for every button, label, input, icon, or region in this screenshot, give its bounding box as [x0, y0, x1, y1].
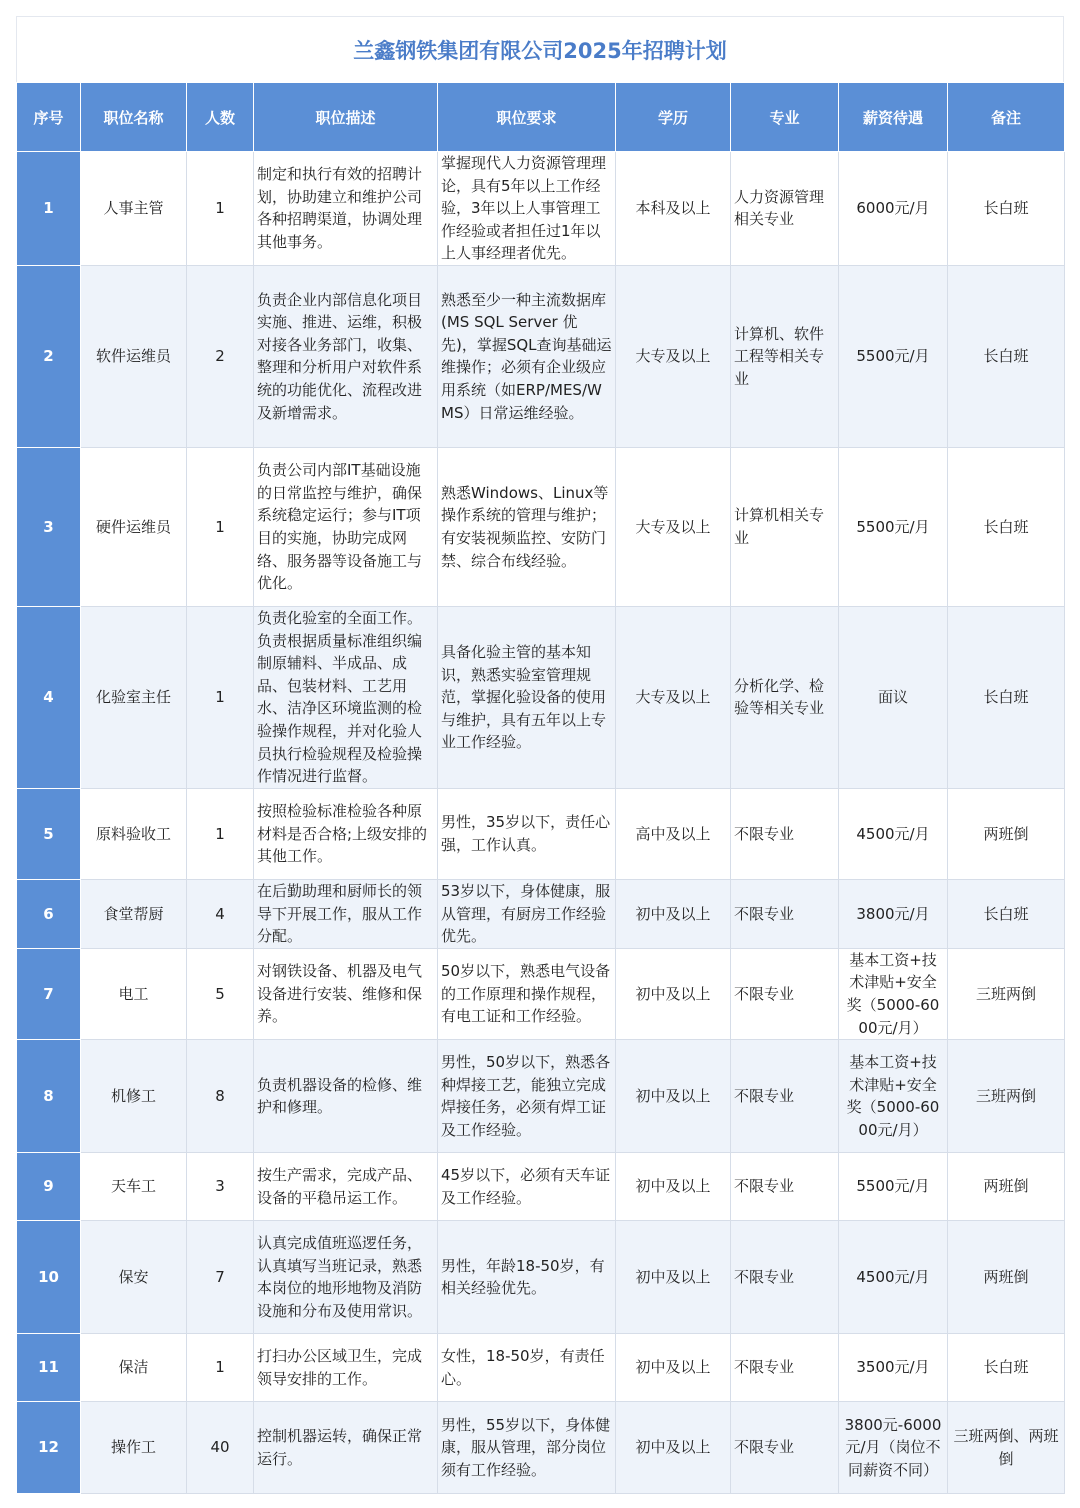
row-count: 7 — [187, 1221, 254, 1334]
row-count: 1 — [187, 606, 254, 788]
title-bar — [16, 16, 1064, 82]
row-requirements: 熟悉至少一种主流数据库(MS SQL Server 优先)，掌握SQL查询基础运维操作；必须有企业级应用系统（如ERP/MES/WMS）日常运维经验。 — [438, 265, 616, 447]
table-row — [17, 606, 1065, 788]
row-count: 4 — [187, 879, 254, 948]
row-count: 40 — [187, 1402, 254, 1494]
row-major: 不限专业 — [731, 1221, 839, 1334]
row-position: 硬件运维员 — [81, 447, 187, 606]
row-requirements: 具备化验主管的基本知识，熟悉实验室管理规范，掌握化验设备的使用与维护，具有五年以上专业工作经验。 — [438, 606, 616, 788]
row-major: 不限专业 — [731, 1040, 839, 1153]
table-row — [17, 1334, 1065, 1402]
row-count: 1 — [187, 447, 254, 606]
header-notes: 备注 — [948, 83, 1065, 152]
row-no: 11 — [17, 1334, 81, 1402]
row-salary: 基本工资+技术津贴+安全奖（5000-6000元/月） — [839, 948, 948, 1039]
table-row — [17, 879, 1065, 948]
row-position: 机修工 — [81, 1040, 187, 1153]
row-education: 初中及以上 — [616, 1221, 731, 1334]
row-education: 初中及以上 — [616, 879, 731, 948]
row-salary: 3500元/月 — [839, 1334, 948, 1402]
row-description: 按生产需求，完成产品、设备的平稳吊运工作。 — [254, 1153, 438, 1221]
row-salary: 5500元/月 — [839, 447, 948, 606]
row-description: 对钢铁设备、机器及电气设备进行安装、维修和保养。 — [254, 948, 438, 1039]
row-education: 初中及以上 — [616, 1334, 731, 1402]
row-no: 10 — [17, 1221, 81, 1334]
row-salary: 3800元/月 — [839, 879, 948, 948]
row-notes: 长白班 — [948, 447, 1065, 606]
row-position: 原料验收工 — [81, 788, 187, 879]
row-salary: 5500元/月 — [839, 1153, 948, 1221]
row-salary: 4500元/月 — [839, 1221, 948, 1334]
row-major: 不限专业 — [731, 1153, 839, 1221]
row-notes: 长白班 — [948, 879, 1065, 948]
row-education: 高中及以上 — [616, 788, 731, 879]
row-description: 打扫办公区域卫生，完成领导安排的工作。 — [254, 1334, 438, 1402]
row-education: 大专及以上 — [616, 265, 731, 447]
row-description: 负责企业内部信息化项目实施、推进、运维，积极对接各业务部门，收集、整理和分析用户对软件系统的功能优化、流程改进及新增需求。 — [254, 265, 438, 447]
table-row — [17, 1221, 1065, 1334]
row-notes: 长白班 — [948, 1334, 1065, 1402]
row-no: 3 — [17, 447, 81, 606]
table-row — [17, 447, 1065, 606]
row-position: 食堂帮厨 — [81, 879, 187, 948]
header-education: 学历 — [616, 83, 731, 152]
table-row — [17, 1040, 1065, 1153]
row-requirements: 掌握现代人力资源管理理论，具有5年以上工作经验，3年以上人事管理工作经验或者担任过1年以上人事经理者优先。 — [438, 152, 616, 266]
row-no: 6 — [17, 879, 81, 948]
row-education: 初中及以上 — [616, 1402, 731, 1494]
row-position: 操作工 — [81, 1402, 187, 1494]
row-description: 控制机器运转，确保正常运行。 — [254, 1402, 438, 1494]
row-requirements: 50岁以下，熟悉电气设备的工作原理和操作规程，有电工证和工作经验。 — [438, 948, 616, 1039]
row-education: 初中及以上 — [616, 1153, 731, 1221]
row-position: 人事主管 — [81, 152, 187, 266]
row-position: 保安 — [81, 1221, 187, 1334]
row-description: 制定和执行有效的招聘计划，协助建立和维护公司各种招聘渠道，协调处理其他事务。 — [254, 152, 438, 266]
row-education: 本科及以上 — [616, 152, 731, 266]
recruitment-table — [16, 82, 1065, 1494]
row-requirements: 熟悉Windows、Linux等操作系统的管理与维护；有安装视频监控、安防门禁、综合布线经验。 — [438, 447, 616, 606]
row-notes: 长白班 — [948, 152, 1065, 266]
row-major: 计算机、软件工程等相关专业 — [731, 265, 839, 447]
row-requirements: 女性，18-50岁，有责任心。 — [438, 1334, 616, 1402]
row-position: 软件运维员 — [81, 265, 187, 447]
row-major: 计算机相关专业 — [731, 447, 839, 606]
row-notes: 长白班 — [948, 606, 1065, 788]
row-major: 不限专业 — [731, 788, 839, 879]
row-description: 负责公司内部IT基础设施的日常监控与维护，确保系统稳定运行；参与IT项目的实施，协助完成网络、服务器等设备施工与优化。 — [254, 447, 438, 606]
row-no: 1 — [17, 152, 81, 266]
row-salary: 6000元/月 — [839, 152, 948, 266]
header-position: 职位名称 — [81, 83, 187, 152]
table-row — [17, 948, 1065, 1039]
row-count: 2 — [187, 265, 254, 447]
table-row — [17, 152, 1065, 266]
row-position: 化验室主任 — [81, 606, 187, 788]
row-requirements: 男性，55岁以下，身体健康，服从管理，部分岗位须有工作经验。 — [438, 1402, 616, 1494]
row-no: 12 — [17, 1402, 81, 1494]
row-count: 3 — [187, 1153, 254, 1221]
row-description: 负责机器设备的检修、维护和修理。 — [254, 1040, 438, 1153]
row-salary: 4500元/月 — [839, 788, 948, 879]
row-major: 不限专业 — [731, 1402, 839, 1494]
row-notes: 三班两倒、两班倒 — [948, 1402, 1065, 1494]
row-major: 不限专业 — [731, 1334, 839, 1402]
header-count: 人数 — [187, 83, 254, 152]
row-major: 不限专业 — [731, 879, 839, 948]
header-salary: 薪资待遇 — [839, 83, 948, 152]
row-salary: 3800元-6000元/月（岗位不同薪资不同） — [839, 1402, 948, 1494]
row-position: 电工 — [81, 948, 187, 1039]
row-notes: 两班倒 — [948, 1153, 1065, 1221]
table-row — [17, 1153, 1065, 1221]
row-requirements: 53岁以下，身体健康，服从管理，有厨房工作经验优先。 — [438, 879, 616, 948]
row-count: 1 — [187, 1334, 254, 1402]
recruitment-sheet — [16, 16, 1064, 1494]
header-requirements: 职位要求 — [438, 83, 616, 152]
table-row — [17, 265, 1065, 447]
row-count: 1 — [187, 788, 254, 879]
row-requirements: 45岁以下，必须有天车证及工作经验。 — [438, 1153, 616, 1221]
row-position: 保洁 — [81, 1334, 187, 1402]
row-notes: 三班两倒 — [948, 1040, 1065, 1153]
header-row — [17, 83, 1065, 152]
row-description: 负责化验室的全面工作。负责根据质量标准组织编制原辅料、半成品、成品、包装材料、工艺用水、洁净区环境监测的检验操作规程，并对化验人员执行检验规程及检验操作情况进行监督。 — [254, 606, 438, 788]
row-education: 初中及以上 — [616, 948, 731, 1039]
row-education: 大专及以上 — [616, 447, 731, 606]
row-description: 按照检验标准检验各种原材料是否合格;上级安排的其他工作。 — [254, 788, 438, 879]
header-no: 序号 — [17, 83, 81, 152]
row-notes: 两班倒 — [948, 788, 1065, 879]
row-salary: 面议 — [839, 606, 948, 788]
row-education: 初中及以上 — [616, 1040, 731, 1153]
header-description: 职位描述 — [254, 83, 438, 152]
header-major: 专业 — [731, 83, 839, 152]
row-no: 7 — [17, 948, 81, 1039]
row-position: 天车工 — [81, 1153, 187, 1221]
table-row — [17, 1402, 1065, 1494]
row-requirements: 男性，50岁以下，熟悉各种焊接工艺，能独立完成焊接任务，必须有焊工证及工作经验。 — [438, 1040, 616, 1153]
row-count: 1 — [187, 152, 254, 266]
row-salary: 5500元/月 — [839, 265, 948, 447]
row-salary: 基本工资+技术津贴+安全奖（5000-6000元/月） — [839, 1040, 948, 1153]
row-notes: 三班两倒 — [948, 948, 1065, 1039]
row-major: 人力资源管理相关专业 — [731, 152, 839, 266]
row-notes: 长白班 — [948, 265, 1065, 447]
row-no: 8 — [17, 1040, 81, 1153]
row-major: 不限专业 — [731, 948, 839, 1039]
row-requirements: 男性，年龄18-50岁，有相关经验优先。 — [438, 1221, 616, 1334]
row-count: 5 — [187, 948, 254, 1039]
row-requirements: 男性，35岁以下，责任心强，工作认真。 — [438, 788, 616, 879]
page-title: 兰鑫钢铁集团有限公司2025年招聘计划 — [353, 38, 727, 63]
row-description: 认真完成值班巡逻任务，认真填写当班记录，熟悉本岗位的地形地物及消防设施和分布及使用常识。 — [254, 1221, 438, 1334]
table-row — [17, 788, 1065, 879]
row-no: 2 — [17, 265, 81, 447]
row-no: 5 — [17, 788, 81, 879]
row-no: 4 — [17, 606, 81, 788]
row-no: 9 — [17, 1153, 81, 1221]
row-major: 分析化学、检验等相关专业 — [731, 606, 839, 788]
row-notes: 两班倒 — [948, 1221, 1065, 1334]
row-count: 8 — [187, 1040, 254, 1153]
row-description: 在后勤助理和厨师长的领导下开展工作，服从工作分配。 — [254, 879, 438, 948]
row-education: 大专及以上 — [616, 606, 731, 788]
